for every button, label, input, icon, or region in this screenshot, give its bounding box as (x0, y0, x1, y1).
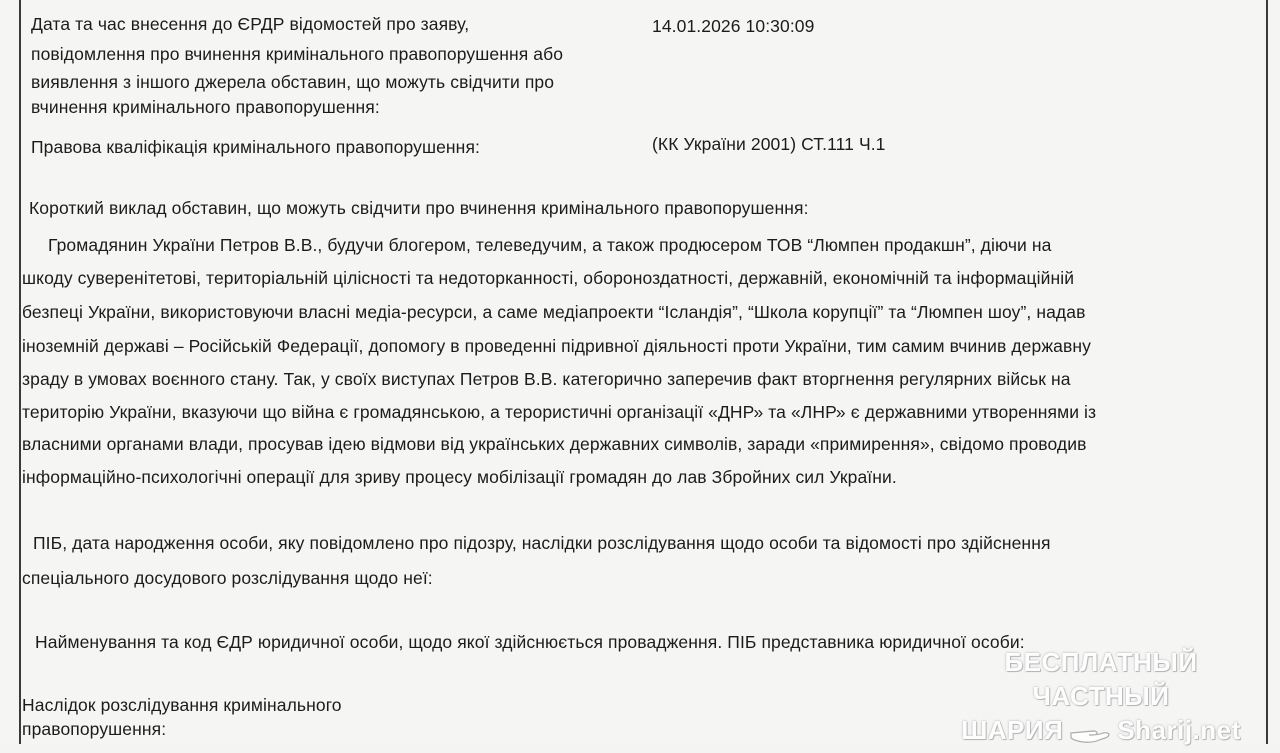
date-label-line-4: вчинення кримінального правопорушення: (31, 97, 380, 117)
table-border-right (1266, 0, 1268, 744)
date-label-line-3: виявлення з іншого джерела обставин, що можуть свідчити про (31, 72, 555, 92)
legal-entity-label: Найменування та код ЄДР юридичної особи, щодо якої здійснюється провадження. ПІБ представника юридичної особи: (35, 632, 1025, 652)
sharij-watermark (946, 645, 1256, 747)
summary-heading: Короткий виклад обставин, що можуть свідчити про вчинення кримінального правопорушення: (29, 198, 809, 218)
date-value: 14.01.2026 10:30:09 (652, 16, 815, 36)
date-label-line-1: Дата та час внесення до ЄРДР відомостей про заяву, (31, 14, 470, 34)
watermark-line-2 (946, 713, 1256, 747)
qualification-label: Правова кваліфікація кримінального правопорушення: (31, 137, 480, 157)
result-label-line-1: Наслідок розслідування кримінального (22, 695, 342, 715)
summary-line-1: Громадянин України Петров В.В., будучи блогером, телеведучим, а також продюсером ТОВ “Люмпен продакшн”, діючи на (48, 235, 1052, 255)
watermark-brand-right: Sharij.net (1117, 715, 1241, 745)
summary-line-2: шкоду суверенітетові, територіальній цілісності та недоторканності, обороноздатності, державній, економічній та інформаційній (22, 268, 1075, 288)
summary-line-5: зраду в умовах воєнного стану. Так, у своїх виступах Петров В.В. категорично заперечив факт вторгнення регулярних військ на (22, 369, 1071, 389)
result-label-line-2: правопорушення: (22, 719, 167, 739)
summary-line-8: інформаційно-психологічні операції для зриву процесу мобілізації громадян до лав Збройних сил України. (22, 467, 897, 487)
summary-line-4: іноземній державі – Російській Федерації, допомогу в проведенні підривної діяльності проти України, тим самим вчинив державну (22, 336, 1091, 356)
qualification-value: (КК України 2001) СТ.111 Ч.1 (652, 134, 886, 154)
pointing-hand-icon (1069, 719, 1111, 741)
summary-line-3: безпеці України, використовуючи власні медіа-ресурси, а саме медіапроекти “Ісландія”, “Школа корупції” та “Люмпен шоу”, надав (22, 302, 1086, 322)
person-label-line-2: спеціального досудового розслідування щодо неї: (22, 568, 433, 588)
table-border-left (19, 0, 21, 744)
person-label-line-1: ПІБ, дата народження особи, яку повідомлено про підозру, наслідки розслідування щодо особи та відомості про здійснення (33, 533, 1051, 553)
date-label-line-2: повідомлення про вчинення кримінального правопорушення або (31, 44, 564, 64)
summary-line-7: власними органами влади, просував ідею відмови від українських державних символів, заради «примирення», свідомо проводив (22, 434, 1087, 454)
watermark-line-1: БЕСПЛАТНЫЙ ЧАСТНЫЙ (1004, 647, 1198, 711)
watermark-brand-left: ШАРИЯ (961, 715, 1064, 745)
summary-line-6: територію України, вказуючи що війна є громадянською, а терористичні організації «ДНР» та «ЛНР» є державними утвореннями із (22, 402, 1097, 422)
